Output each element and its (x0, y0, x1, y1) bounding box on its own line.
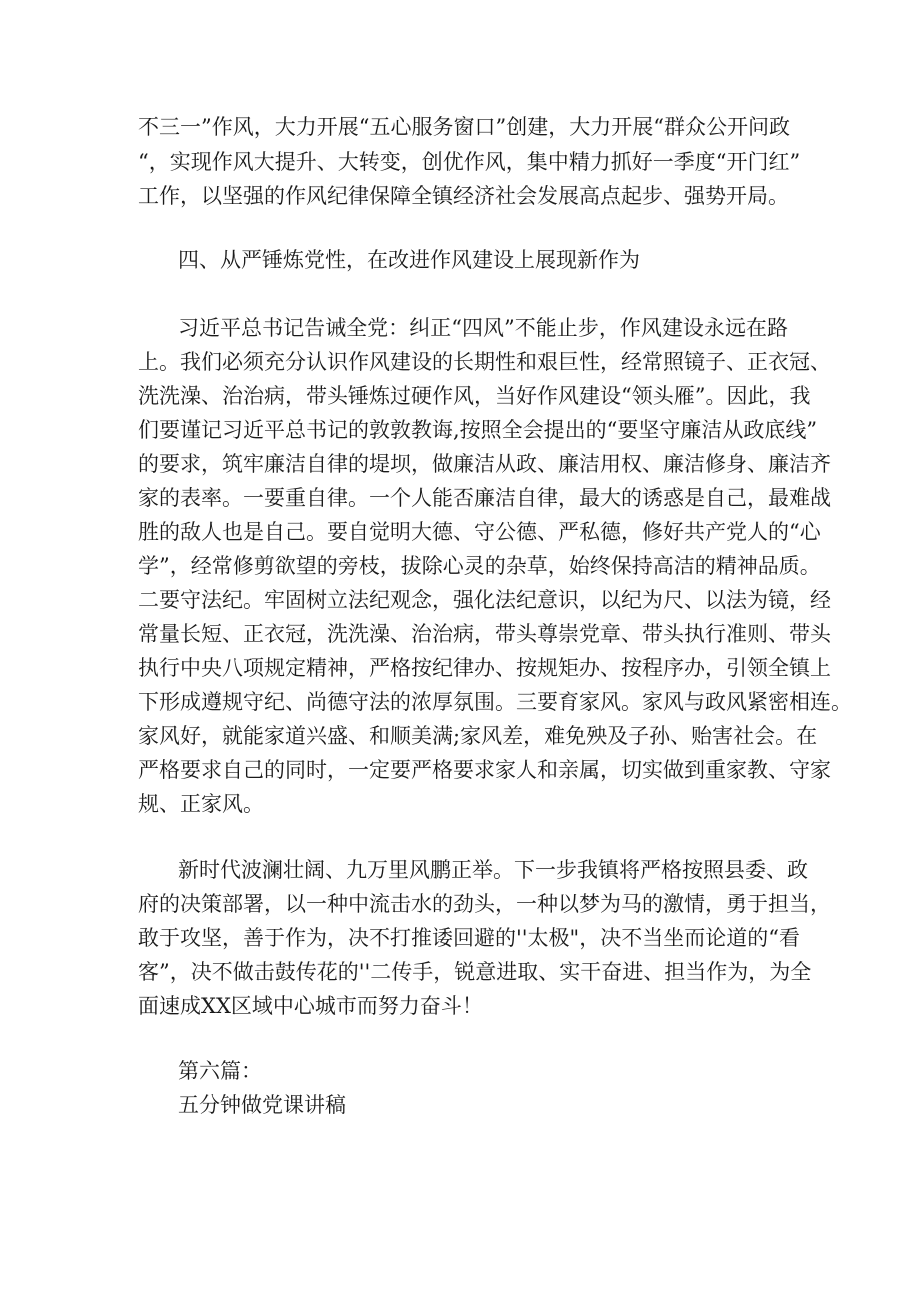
paragraph-line: “，实现作风大提升、大转变，创优作风，集中精力抓好一季度“开门红” (138, 150, 801, 174)
paragraph-line: 敢于攻坚，善于作为，决不打推诿回避的''太极"，决不当坐而论道的“看 (138, 926, 800, 950)
paragraph-line: 工作，以坚强的作风纪律保障全镇经济社会发展高点起步、强势开局。 (138, 184, 789, 208)
paragraph-line: 新时代波澜壮阔、九万里风鹏正举。下一步我镇将严格按照县委、政 (178, 858, 808, 882)
paragraph-line: 府的决策部署，以一种中流击水的劲头，一种以梦为马的激情，勇于担当， (138, 892, 831, 916)
paragraph-line: 们要谨记习近平总书记的敦敦教诲,按照全会提出的“要坚守廉洁从政底线” (138, 418, 818, 442)
paragraph-line: 学”，经常修剪欲望的旁枝，拔除心灵的杂草，始终保持高洁的精神品质。 (138, 554, 821, 578)
paragraph-line: 二要守法纪。牢固树立法纪观念，强化法纪意识，以纪为尺、以法为镜，经 (138, 588, 831, 612)
paragraph-line: 习近平总书记告诫全党：纠正“四风”不能止步，作风建设永远在路 (178, 316, 788, 340)
paragraph-line: 严格要求自己的同时，一定要严格要求家人和亲属，切实做到重家教、守家 (138, 758, 831, 782)
section-label: 第六篇： (178, 1059, 262, 1083)
paragraph-line: 规、正家风。 (138, 792, 264, 816)
paragraph-line: 上。我们必须充分认识作风建设的长期性和艰巨性，经常照镜子、正衣冠、 (138, 350, 831, 374)
paragraph-line: 不三一”作风，大力开展“五心服务窗口”创建，大力开展“群众公开问政 (138, 115, 790, 139)
paragraph-line: 执行中央八项规定精神，严格按纪律办、按规矩办、按程序办，引领全镇上 (138, 656, 831, 680)
paragraph-line: 家风好，就能家道兴盛、和顺美满;家风差，难免殃及子孙、贻害社会。在 (138, 724, 818, 748)
paragraph-line: 的要求，筑牢廉洁自律的堤坝，做廉洁从政、廉洁用权、廉洁修身、廉洁齐 (138, 452, 831, 476)
paragraph-line: 洗洗澡、治治病，带头锤炼过硬作风，当好作风建设“领头雁”。因此，我 (138, 384, 811, 408)
paragraph-line: 家的表率。一要重自律。一个人能否廉洁自律，最大的诱惑是自己，最难战 (138, 486, 831, 510)
paragraph-line: 下形成遵规守纪、尚德守法的浓厚氛围。三要育家风。家风与政风紧密相连。 (138, 690, 852, 714)
paragraph-line: 常量长短、正衣冠，洗洗澡、治治病，带头尊崇党章、带头执行准则、带头 (138, 622, 831, 646)
section-heading: 四、从严锤炼党性，在改进作风建设上展现新作为 (178, 248, 640, 272)
section-title: 五分钟做党课讲稿 (178, 1093, 346, 1117)
paragraph-line: 面速成XX区域中心城市而努力奋斗！ (138, 994, 483, 1018)
paragraph-line: 胜的敌人也是自己。要自觉明大德、守公德、严私德，修好共产党人的“心 (138, 520, 821, 544)
paragraph-line: 客”，决不做击鼓传花的''二传手，锐意进取、实干奋进、担当作为，为全 (138, 960, 812, 984)
